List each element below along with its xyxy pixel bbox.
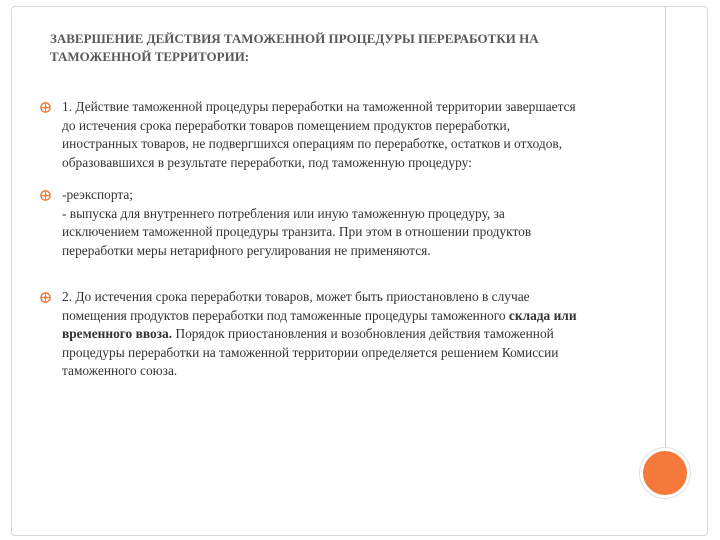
- slide-title: [50, 30, 660, 66]
- list-item-text: [62, 98, 682, 172]
- list-item-text: [62, 288, 682, 381]
- item-3-line-2-text: помещения продуктов переработки под таможенные процедуры таможенного: [62, 307, 509, 323]
- flower-bullet-icon: [40, 292, 51, 303]
- item-3-line-4: процедуры переработки на таможенной территории определяется решением Комиссии: [62, 344, 559, 360]
- item-2-line-2: - выпуска для внутреннего потребления или иную таможенную процедуру, за: [62, 205, 505, 221]
- orange-circle-icon: [640, 448, 690, 498]
- item-1-line-2: до истечения срока переработки товаров помещением продуктов переработки,: [62, 117, 510, 133]
- item-3-line-3-text: Порядок приостановления и возобновления действия таможенной: [172, 326, 554, 341]
- item-1-line-4: образовавшихся в результате переработки, под таможенную процедуру:: [62, 154, 472, 170]
- item-1-line-1: 1. Действие таможенной процедуры переработки на таможенной территории завершается: [62, 99, 576, 114]
- flower-bullet-icon: [40, 102, 51, 113]
- flower-bullet-icon: [40, 190, 51, 201]
- item-1-line-3: иностранных товаров, не подвергшихся операциям по переработке, остатков и отходов,: [62, 136, 563, 151]
- slide-frame: [11, 6, 708, 536]
- item-3-line-1: 2. До истечения срока переработки товаров, может быть приостановлено в случае: [62, 289, 530, 304]
- item-2-line-4: переработки меры нетарифного регулирования не применяются.: [62, 242, 431, 258]
- title-line-2: ТАМОЖЕННОЙ ТЕРРИТОРИИ:: [50, 49, 250, 64]
- item-2-line-1: -реэкспорта;: [62, 187, 134, 202]
- list-item-text: [62, 186, 682, 260]
- item-3-bold-temporary-import: временного ввоза.: [62, 326, 173, 341]
- item-3-bold-warehouse: склада или: [508, 307, 577, 323]
- item-3-line-3: [62, 325, 682, 344]
- item-3-line-5: таможенного союза.: [62, 363, 178, 378]
- item-3-line-2: [62, 307, 682, 326]
- item-2-line-3: исключением таможенной процедуры транзита. При этом в отношении продуктов: [62, 224, 532, 239]
- title-line-1: ЗАВЕРШЕНИЕ ДЕЙСТВИЯ ТАМОЖЕННОЙ ПРОЦЕДУРЫ ПЕРЕРАБОТКИ НА: [50, 31, 539, 46]
